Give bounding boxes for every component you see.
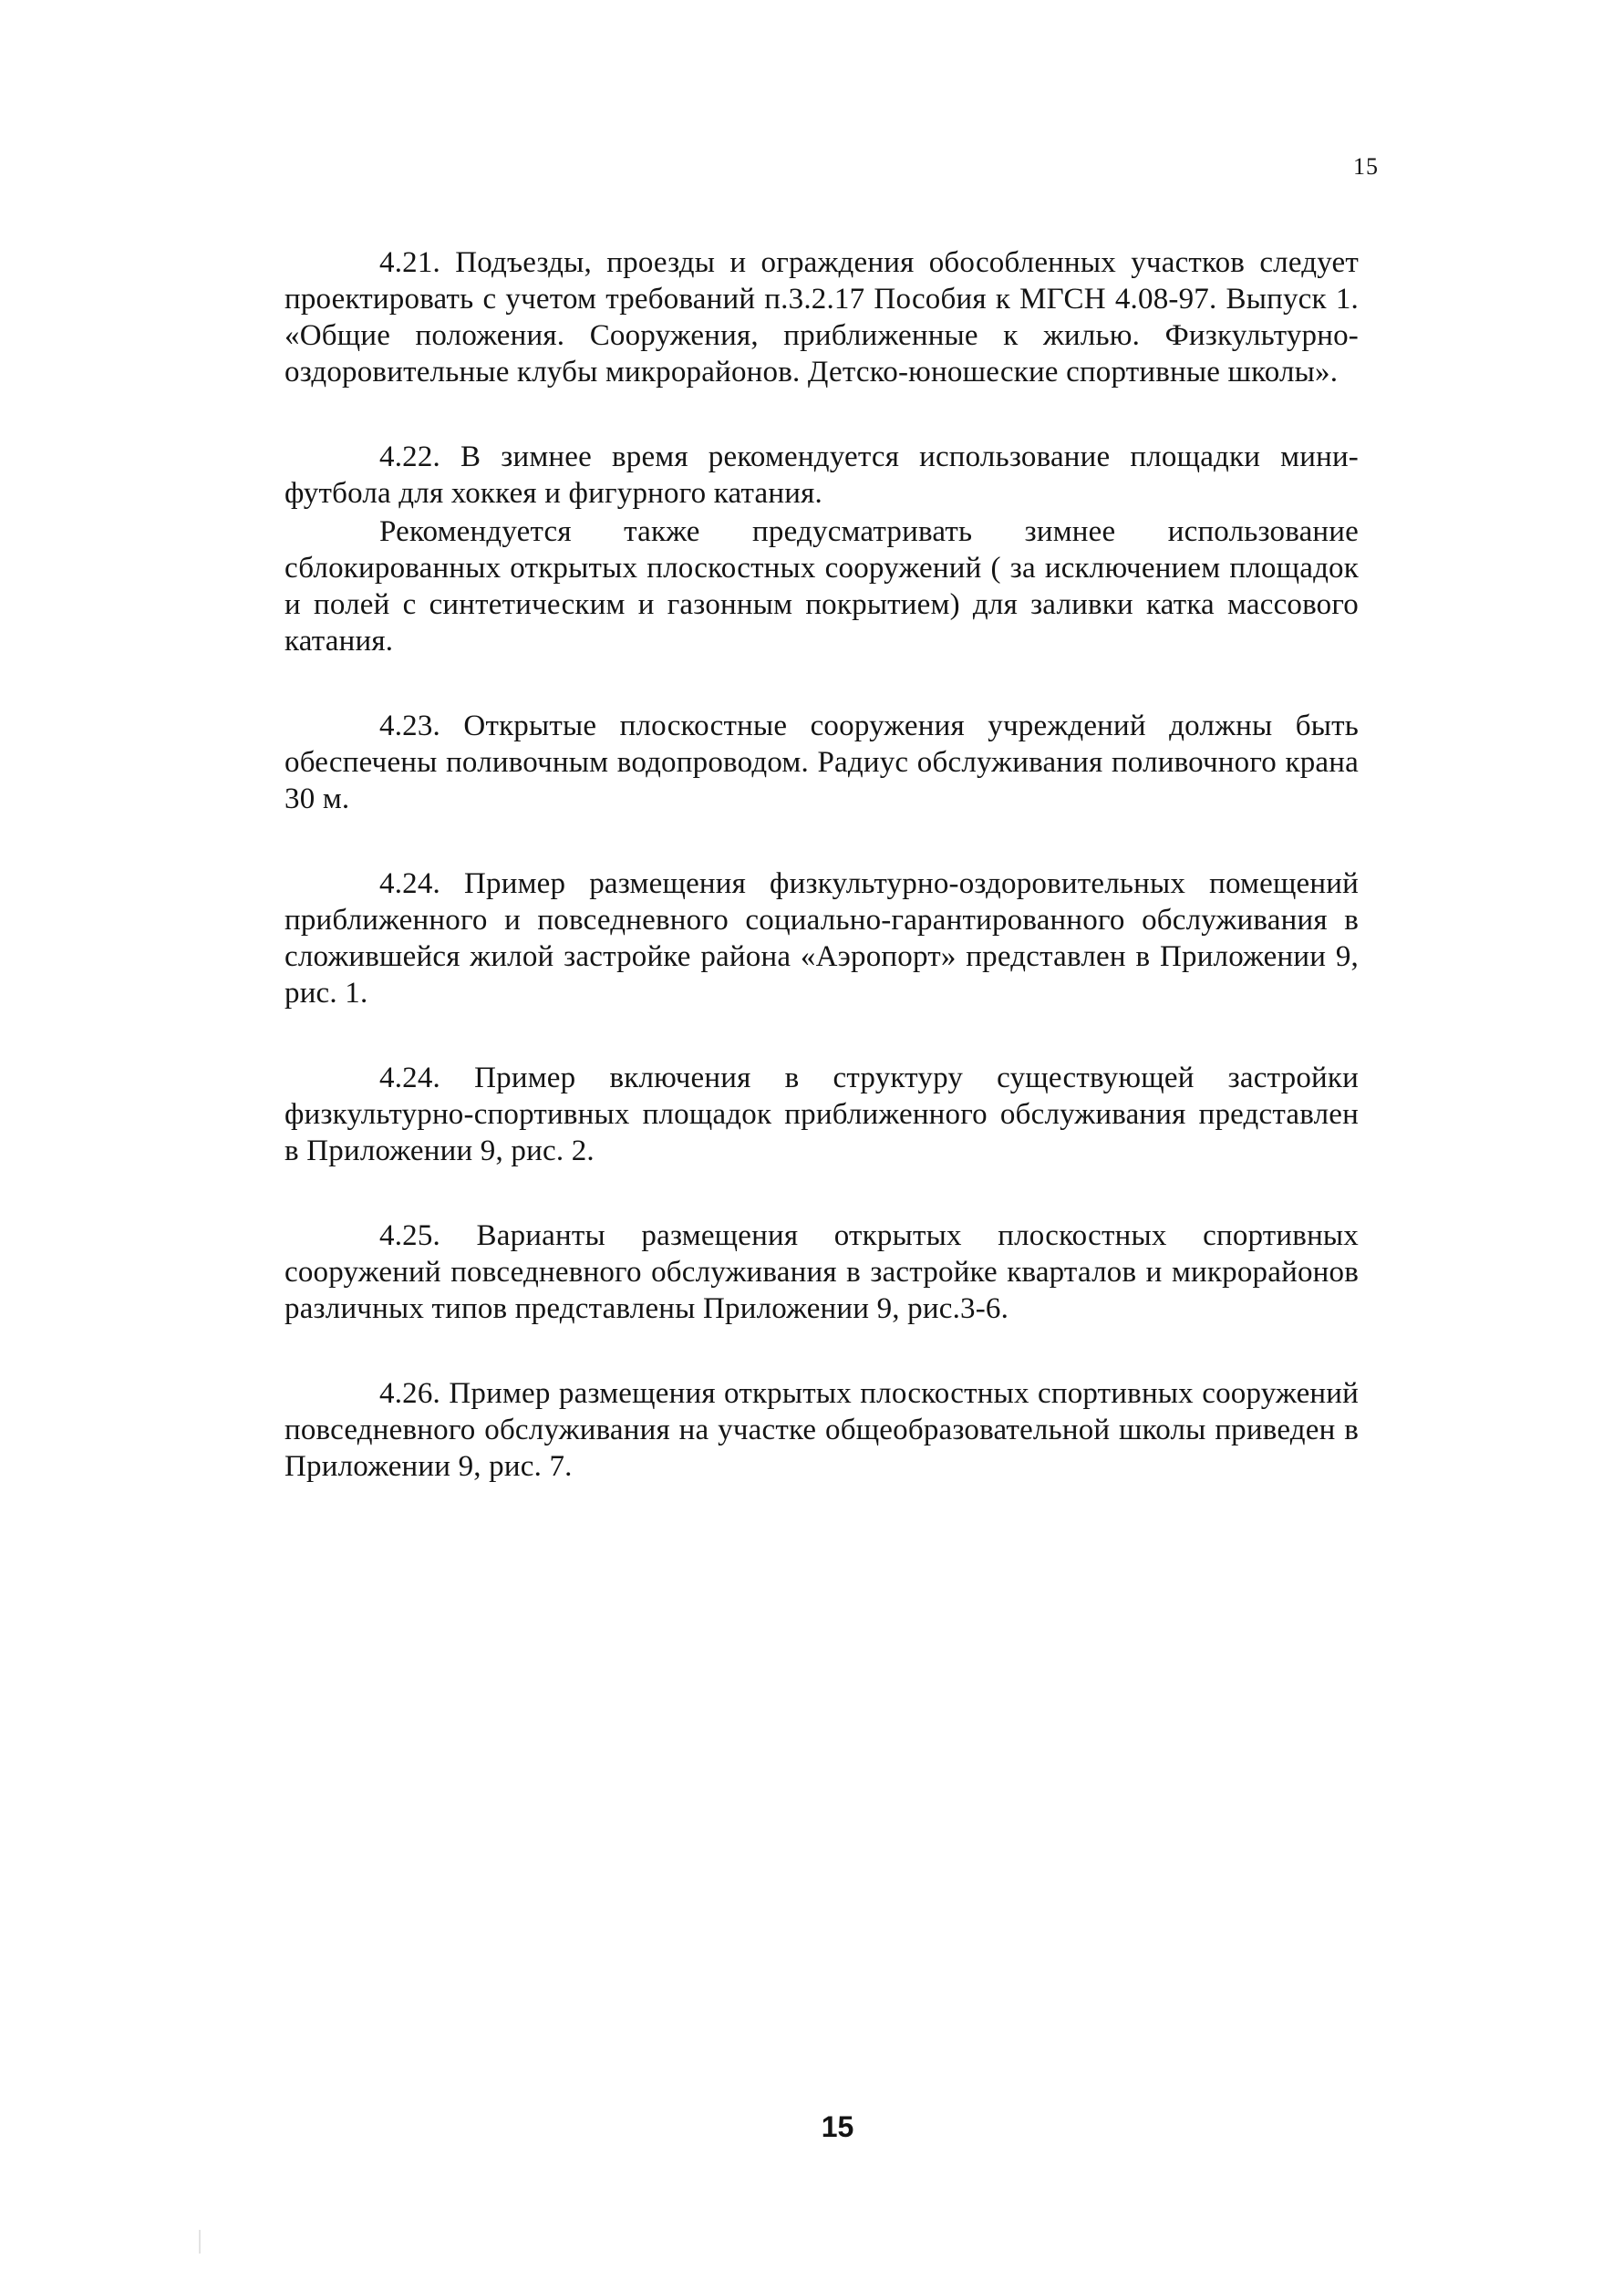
paragraph-4-26: 4.26. Пример размещения открытых плоскостных спортивных сооружений повседневного обслуживания на участке общеобразовательной школы приведен в Приложении 9, рис. 7. (284, 1377, 1359, 1483)
paragraph-4-24-a: 4.24. Пример размещения физкультурно-оздоровительных помещений приближенного и повседневного социально-гарантированного обслуживания в сложившейся жилой застройке района «Аэропорт» представлен в Приложении 9, рис. 1. (284, 867, 1359, 1010)
paragraph-4-24-b: 4.24. Пример включения в структуру существующей застройки физкультурно-спортивных площадок приближенного обслуживания представлен в Приложении 9, рис. 2. (284, 1062, 1359, 1167)
scan-artifact-line (199, 2230, 201, 2254)
paragraph-4-21: 4.21. Подъезды, проезды и ограждения обособленных участков следует проектировать с учетом требований п.3.2.17 Пособия к МГСН 4.08-97. Выпуск 1. «Общие положения. Сооружения, приближенные к жилью. Физкультурно-оздоровительные клубы микрорайонов. Детско-юношеские спортивные школы». (284, 246, 1359, 389)
paragraph-4-22: 4.22. В зимнее время рекомендуется использование площадки мини-футбола для хоккея и фигурного катания. (284, 440, 1359, 510)
document-body (284, 244, 1359, 1485)
paragraph-4-23: 4.23. Открытые плоскостные сооружения учреждений должны быть обеспечены поливочным водопроводом. Радиус обслуживания поливочного крана 30 м. (284, 710, 1359, 815)
page-number-bottom: 15 (821, 2110, 854, 2143)
page-number-top: 15 (1353, 153, 1379, 180)
paragraph-4-25: 4.25. Варианты размещения открытых плоскостных спортивных сооружений повседневного обслуживания в застройке кварталов и микрорайонов различных типов представлены Приложении 9, рис.3-6. (284, 1219, 1359, 1325)
paragraph-4-22-continued: Рекомендуется также предусматривать зимнее использование сблокированных открытых плоскостных сооружений ( за исключением площадок и полей с синтетическим и газонным покрытием) для заливки катка массового катания. (284, 515, 1359, 658)
